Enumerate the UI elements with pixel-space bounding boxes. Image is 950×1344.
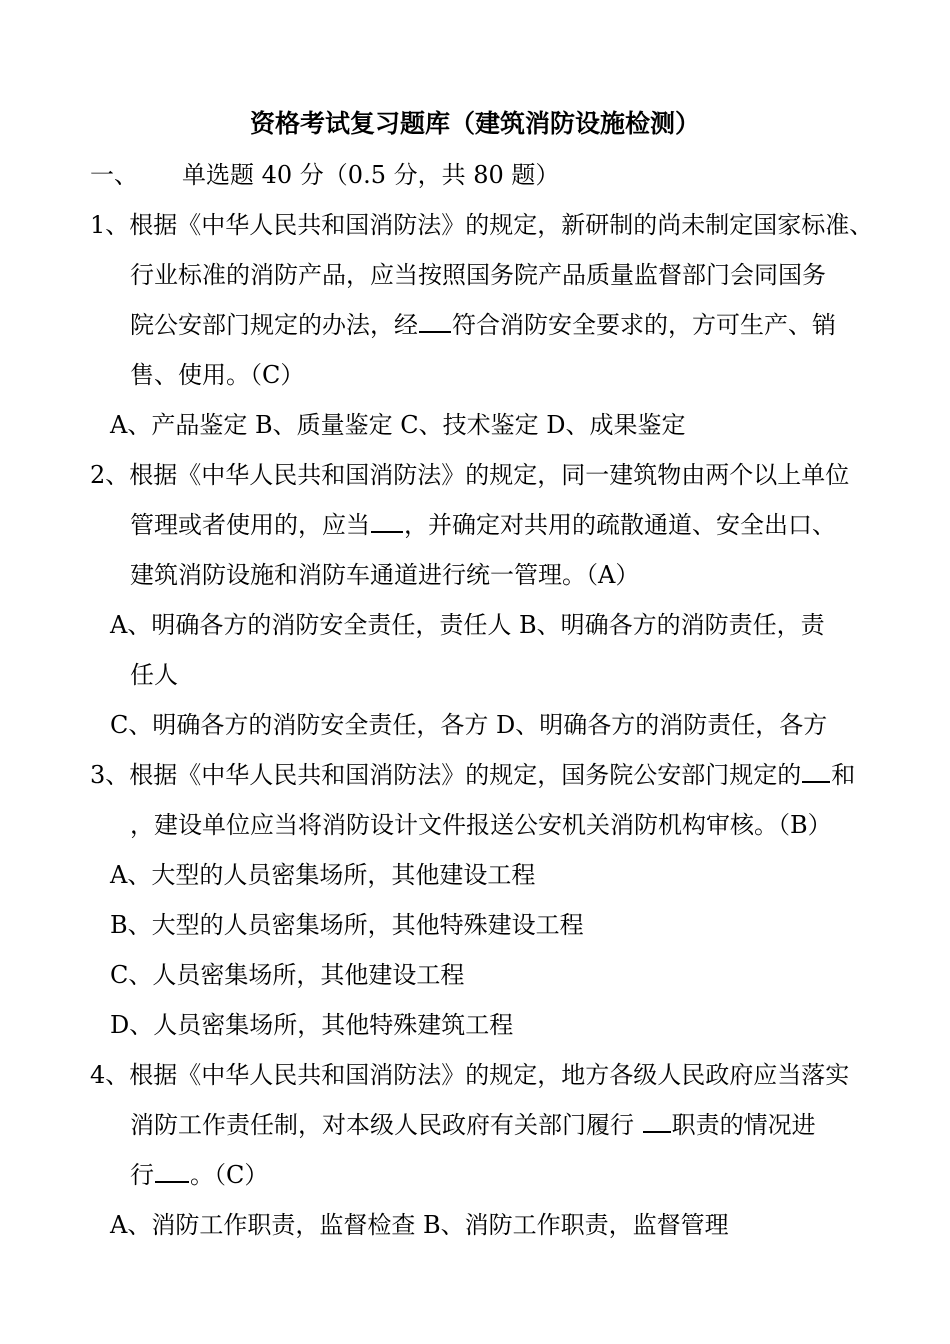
question-3-text-b: 和 — [831, 761, 856, 789]
document-title: 资格考试复习题库（建筑消防设施检测） — [249, 109, 700, 138]
answer-blank — [643, 1107, 671, 1133]
answer-blank — [802, 757, 830, 783]
question-1-text-b: 符合消防安全要求的，方可生产、销 — [452, 311, 836, 339]
question-2-line-3: 建筑消防设施和消防车通道进行统一管理。（A） — [130, 561, 640, 589]
question-4-options: A、消防工作职责，监督检查 B、消防工作职责，监督管理 — [110, 1211, 729, 1239]
question-4-line-2 — [130, 1105, 816, 1145]
question-4-text-d: 。（C） — [190, 1161, 269, 1189]
question-3-option-b: B、大型的人员密集场所，其他特殊建设工程 — [110, 911, 584, 939]
question-4-text-c: 行 — [130, 1161, 154, 1189]
section-heading — [90, 155, 559, 195]
question-4-line-3 — [130, 1155, 268, 1195]
question-2-text-a: 管理或者使用的，应当 — [130, 511, 370, 539]
question-2-text-b: ，并确定对共用的疏散通道、安全出口、 — [404, 511, 836, 539]
question-4-text-a: 消防工作责任制，对本级人民政府有关部门履行 — [130, 1111, 642, 1139]
question-2-option-ab: A、明确各方的消防安全责任，责任人 B、明确各方的消防责任，责 — [110, 611, 825, 639]
question-1-line-2: 行业标准的消防产品，应当按照国务院产品质量监督部门会同国务 — [130, 261, 826, 289]
answer-blank — [371, 507, 403, 533]
question-1-text-a: 院公安部门规定的办法，经 — [130, 311, 418, 339]
question-2-option-cd: C、明确各方的消防安全责任，各方 D、明确各方的消防责任，各方 — [110, 711, 828, 739]
question-3-option-d: D、人员密集场所，其他特殊建筑工程 — [110, 1011, 514, 1039]
question-2-option-b-cont: 任人 — [130, 661, 178, 689]
question-4-line-1: 4、根据《中华人民共和国消防法》的规定，地方各级人民政府应当落实 — [90, 1061, 850, 1089]
section-label: 单选题 40 分（0.5 分，共 80 题） — [182, 161, 560, 189]
question-3-option-c: C、人员密集场所，其他建设工程 — [110, 961, 465, 989]
question-1-options: A、产品鉴定 B、质量鉴定 C、技术鉴定 D、成果鉴定 — [110, 411, 686, 439]
question-3-line-2: ，建设单位应当将消防设计文件报送公安机关消防机构审核。（B） — [130, 811, 832, 839]
question-2-line-2 — [130, 505, 836, 545]
question-2-line-1: 2、根据《中华人民共和国消防法》的规定，同一建筑物由两个以上单位 — [90, 461, 850, 489]
section-number: 一、 — [90, 161, 138, 189]
answer-blank — [419, 307, 451, 333]
question-4-text-b: 职责的情况进 — [671, 1111, 816, 1139]
question-1-line-1: 1、根据《中华人民共和国消防法》的规定，新研制的尚未制定国家标准、 — [90, 211, 874, 239]
question-1-line-4: 售、使用。（C） — [130, 361, 305, 389]
question-1-line-3 — [130, 305, 836, 345]
question-3-option-a: A、大型的人员密集场所，其他建设工程 — [110, 861, 536, 889]
question-3-line-1 — [90, 755, 855, 795]
answer-blank — [155, 1157, 189, 1183]
question-3-text-a: 3、根据《中华人民共和国消防法》的规定，国务院公安部门规定的 — [90, 761, 802, 789]
